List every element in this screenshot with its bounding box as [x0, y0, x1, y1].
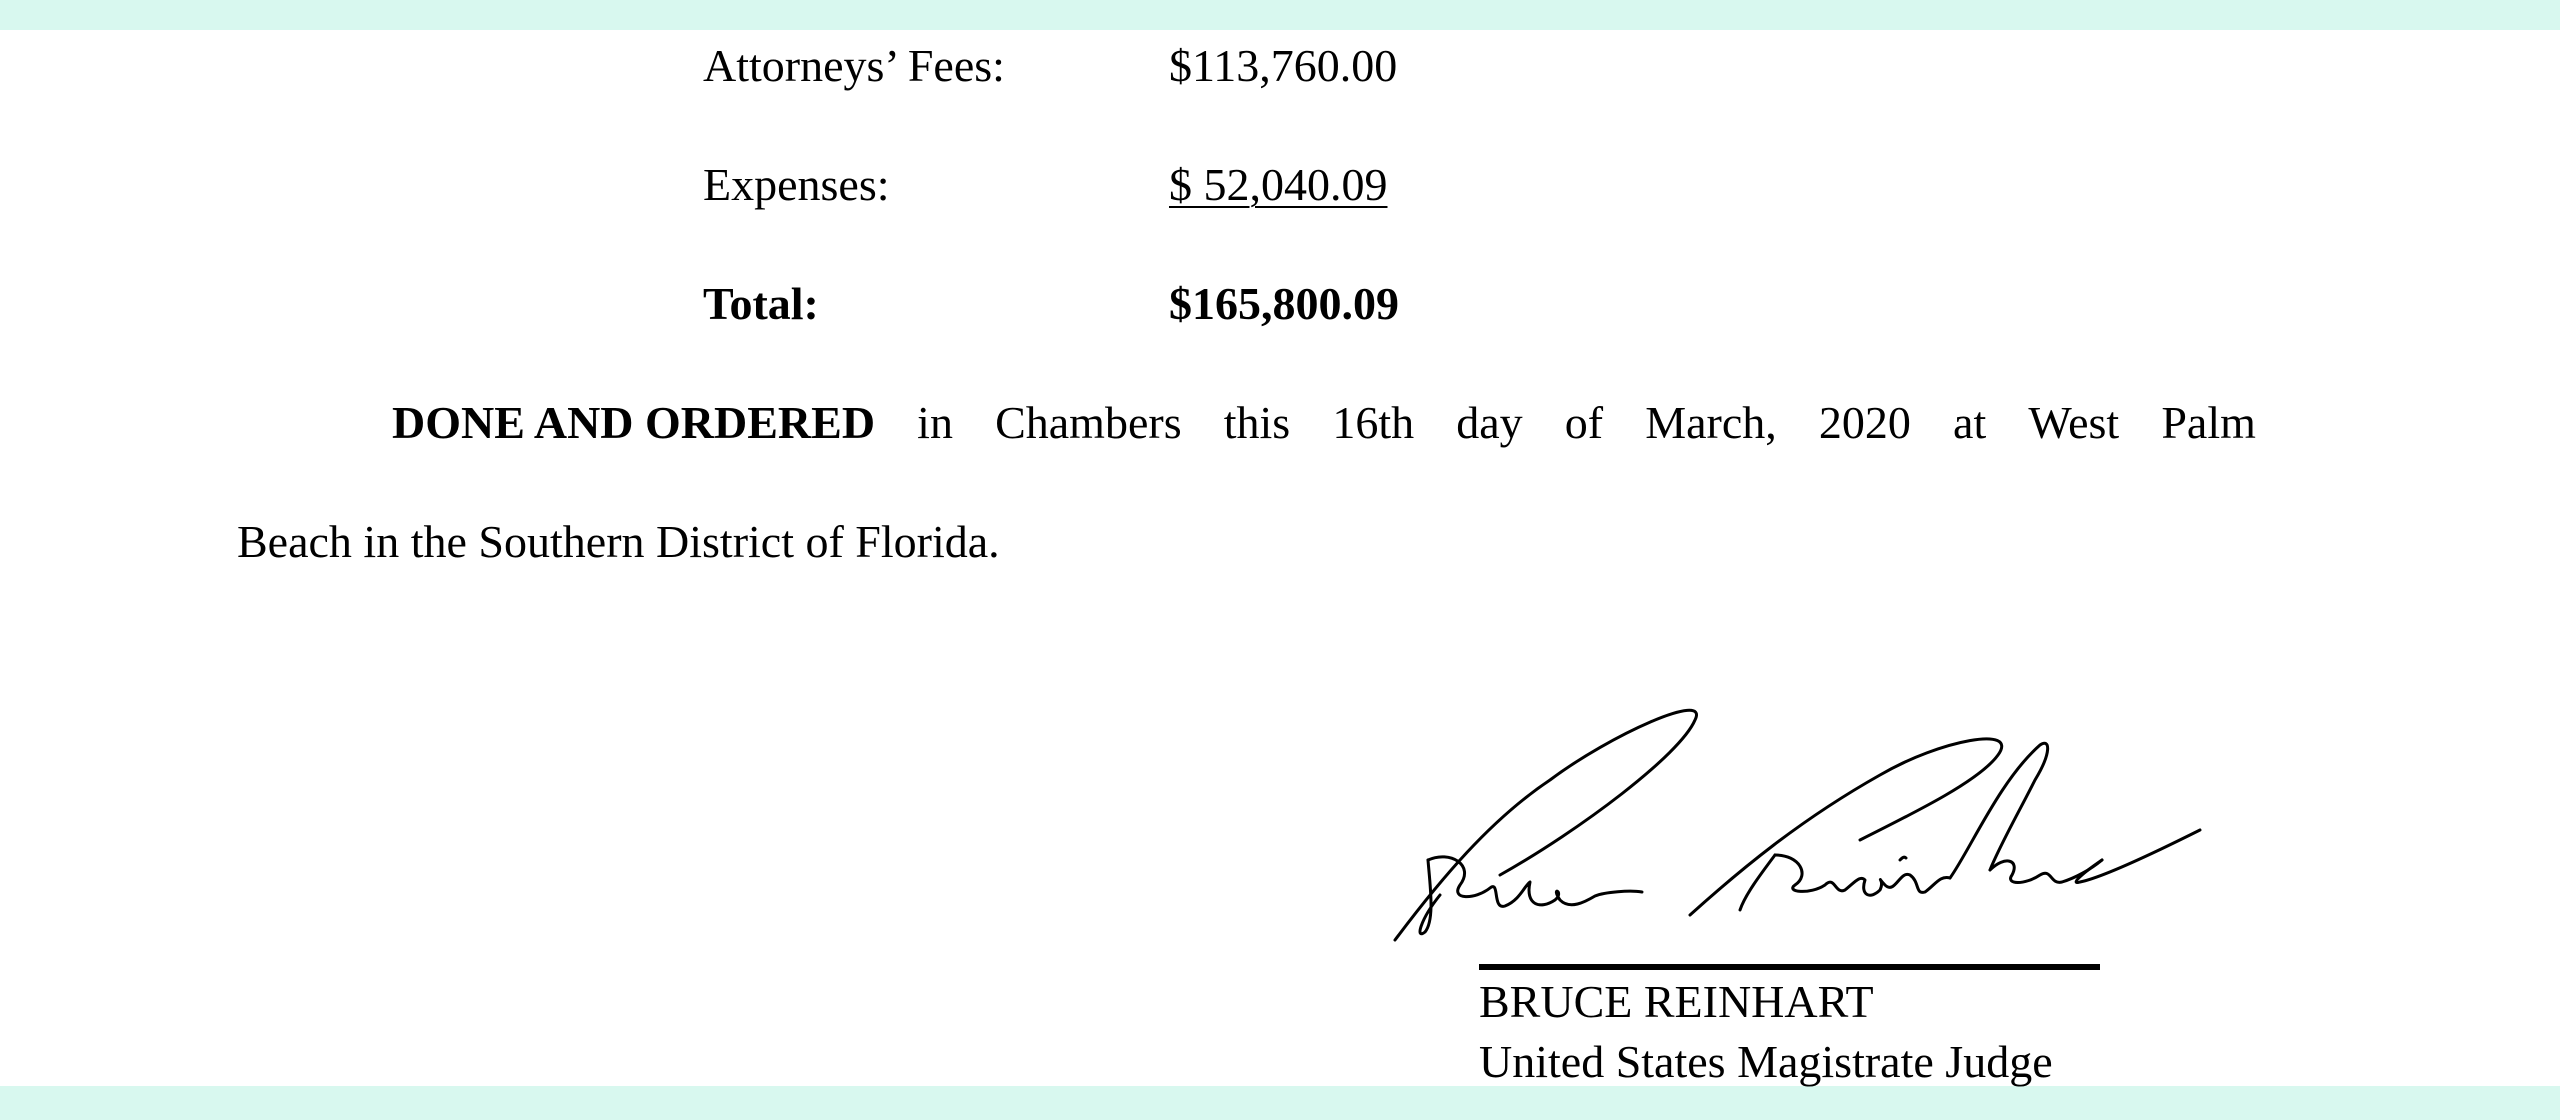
order-word: Chambers [995, 397, 1182, 448]
order-word: Palm [2161, 397, 2256, 448]
attorneys-fees-label: Attorneys’ Fees: [703, 40, 1005, 91]
order-paragraph-line-2: Beach in the Southern District of Florida. [237, 516, 1000, 567]
total-amount: $165,800.09 [1169, 278, 1399, 329]
done-and-ordered-lead: DONE AND ORDERED [392, 397, 876, 448]
attorneys-fees-amount: $113,760.00 [1169, 40, 1398, 91]
document-page [0, 30, 2560, 1086]
total-label: Total: [703, 278, 819, 329]
judge-name: BRUCE REINHART [1479, 976, 1874, 1027]
attorneys-fees-row [703, 36, 1603, 96]
order-word: day [1456, 397, 1523, 448]
order-word: this [1223, 397, 1291, 448]
signature-line [1479, 964, 2100, 970]
expenses-amount: $ 52,040.09 [1169, 159, 1388, 210]
judge-title: United States Magistrate Judge [1479, 1036, 2053, 1087]
handwritten-signature [1380, 670, 2210, 960]
order-word: West [2028, 397, 2120, 448]
total-row [703, 274, 1603, 334]
order-word: in [917, 397, 953, 448]
order-word: 16th [1332, 397, 1415, 448]
order-word: at [1953, 397, 1987, 448]
order-paragraph-line-1 [392, 393, 2256, 453]
expenses-label: Expenses: [703, 159, 890, 210]
order-word: of [1564, 397, 1604, 448]
expenses-row [703, 155, 1603, 215]
order-word: March, [1645, 397, 1777, 448]
order-word: 2020 [1818, 397, 1911, 448]
